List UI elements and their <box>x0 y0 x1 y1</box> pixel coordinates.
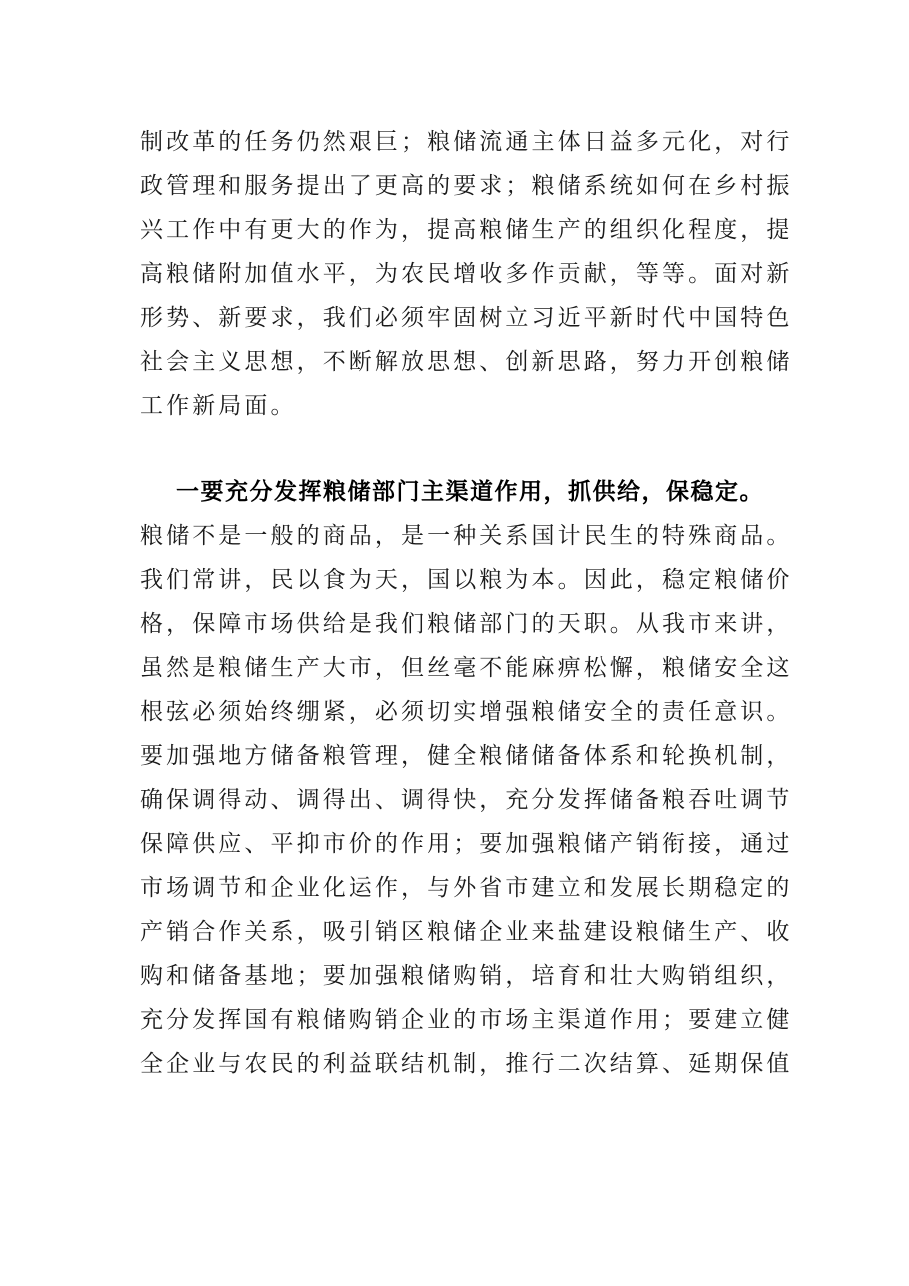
paragraph-line: 产销合作关系，吸引销区粮储企业来盐建设粮储生产、收 <box>140 919 793 945</box>
paragraph-2 <box>140 514 793 1086</box>
paragraph-line: 粮储不是一般的商品，是一种关系国计民生的特殊商品。 <box>140 523 793 549</box>
paragraph-line: 全企业与农民的利益联结机制，推行二次结算、延期保值 <box>140 1051 793 1077</box>
paragraph-line: 我们常讲，民以食为天，国以粮为本。因此，稳定粮储价 <box>140 567 793 593</box>
paragraph-line: 政管理和服务提出了更高的要求；粮储系统如何在乡村振 <box>140 173 793 199</box>
paragraph-line: 格，保障市场供给是我们粮储部门的天职。从我市来讲， <box>140 611 793 637</box>
paragraph-1 <box>140 120 793 428</box>
paragraph-line: 市场调节和企业化运作，与外省市建立和发展长期稳定的 <box>140 875 793 901</box>
paragraph-line: 确保调得动、调得出、调得快，充分发挥储备粮吞吐调节 <box>140 787 793 813</box>
paragraph-line: 制改革的任务仍然艰巨；粮储流通主体日益多元化，对行 <box>140 129 793 155</box>
paragraph-line: 形势、新要求，我们必须牢固树立习近平新时代中国特色 <box>140 305 793 331</box>
paragraph-line: 购和储备基地；要加强粮储购销，培育和壮大购销组织， <box>140 963 793 989</box>
section-heading: 一要充分发挥粮储部门主渠道作用，抓供给，保稳定。 <box>176 478 764 505</box>
paragraph-line: 社会主义思想，不断解放思想、创新思路，努力开创粮储 <box>140 349 793 375</box>
paragraph-line: 虽然是粮储生产大市，但丝毫不能麻痹松懈，粮储安全这 <box>140 655 793 681</box>
paragraph-line: 要加强地方储备粮管理，健全粮储储备体系和轮换机制， <box>140 743 793 769</box>
paragraph-line: 保障供应、平抑市价的作用；要加强粮储产销衔接，通过 <box>140 831 793 857</box>
paragraph-line: 根弦必须始终绷紧，必须切实增强粮储安全的责任意识。 <box>140 699 793 725</box>
paragraph-line: 工作新局面。 <box>140 393 297 419</box>
paragraph-line: 充分发挥国有粮储购销企业的市场主渠道作用；要建立健 <box>140 1007 793 1033</box>
paragraph-line: 兴工作中有更大的作为，提高粮储生产的组织化程度，提 <box>140 217 793 243</box>
paragraph-line: 高粮储附加值水平，为农民增收多作贡献，等等。面对新 <box>140 261 793 287</box>
section-heading-line <box>140 470 780 514</box>
